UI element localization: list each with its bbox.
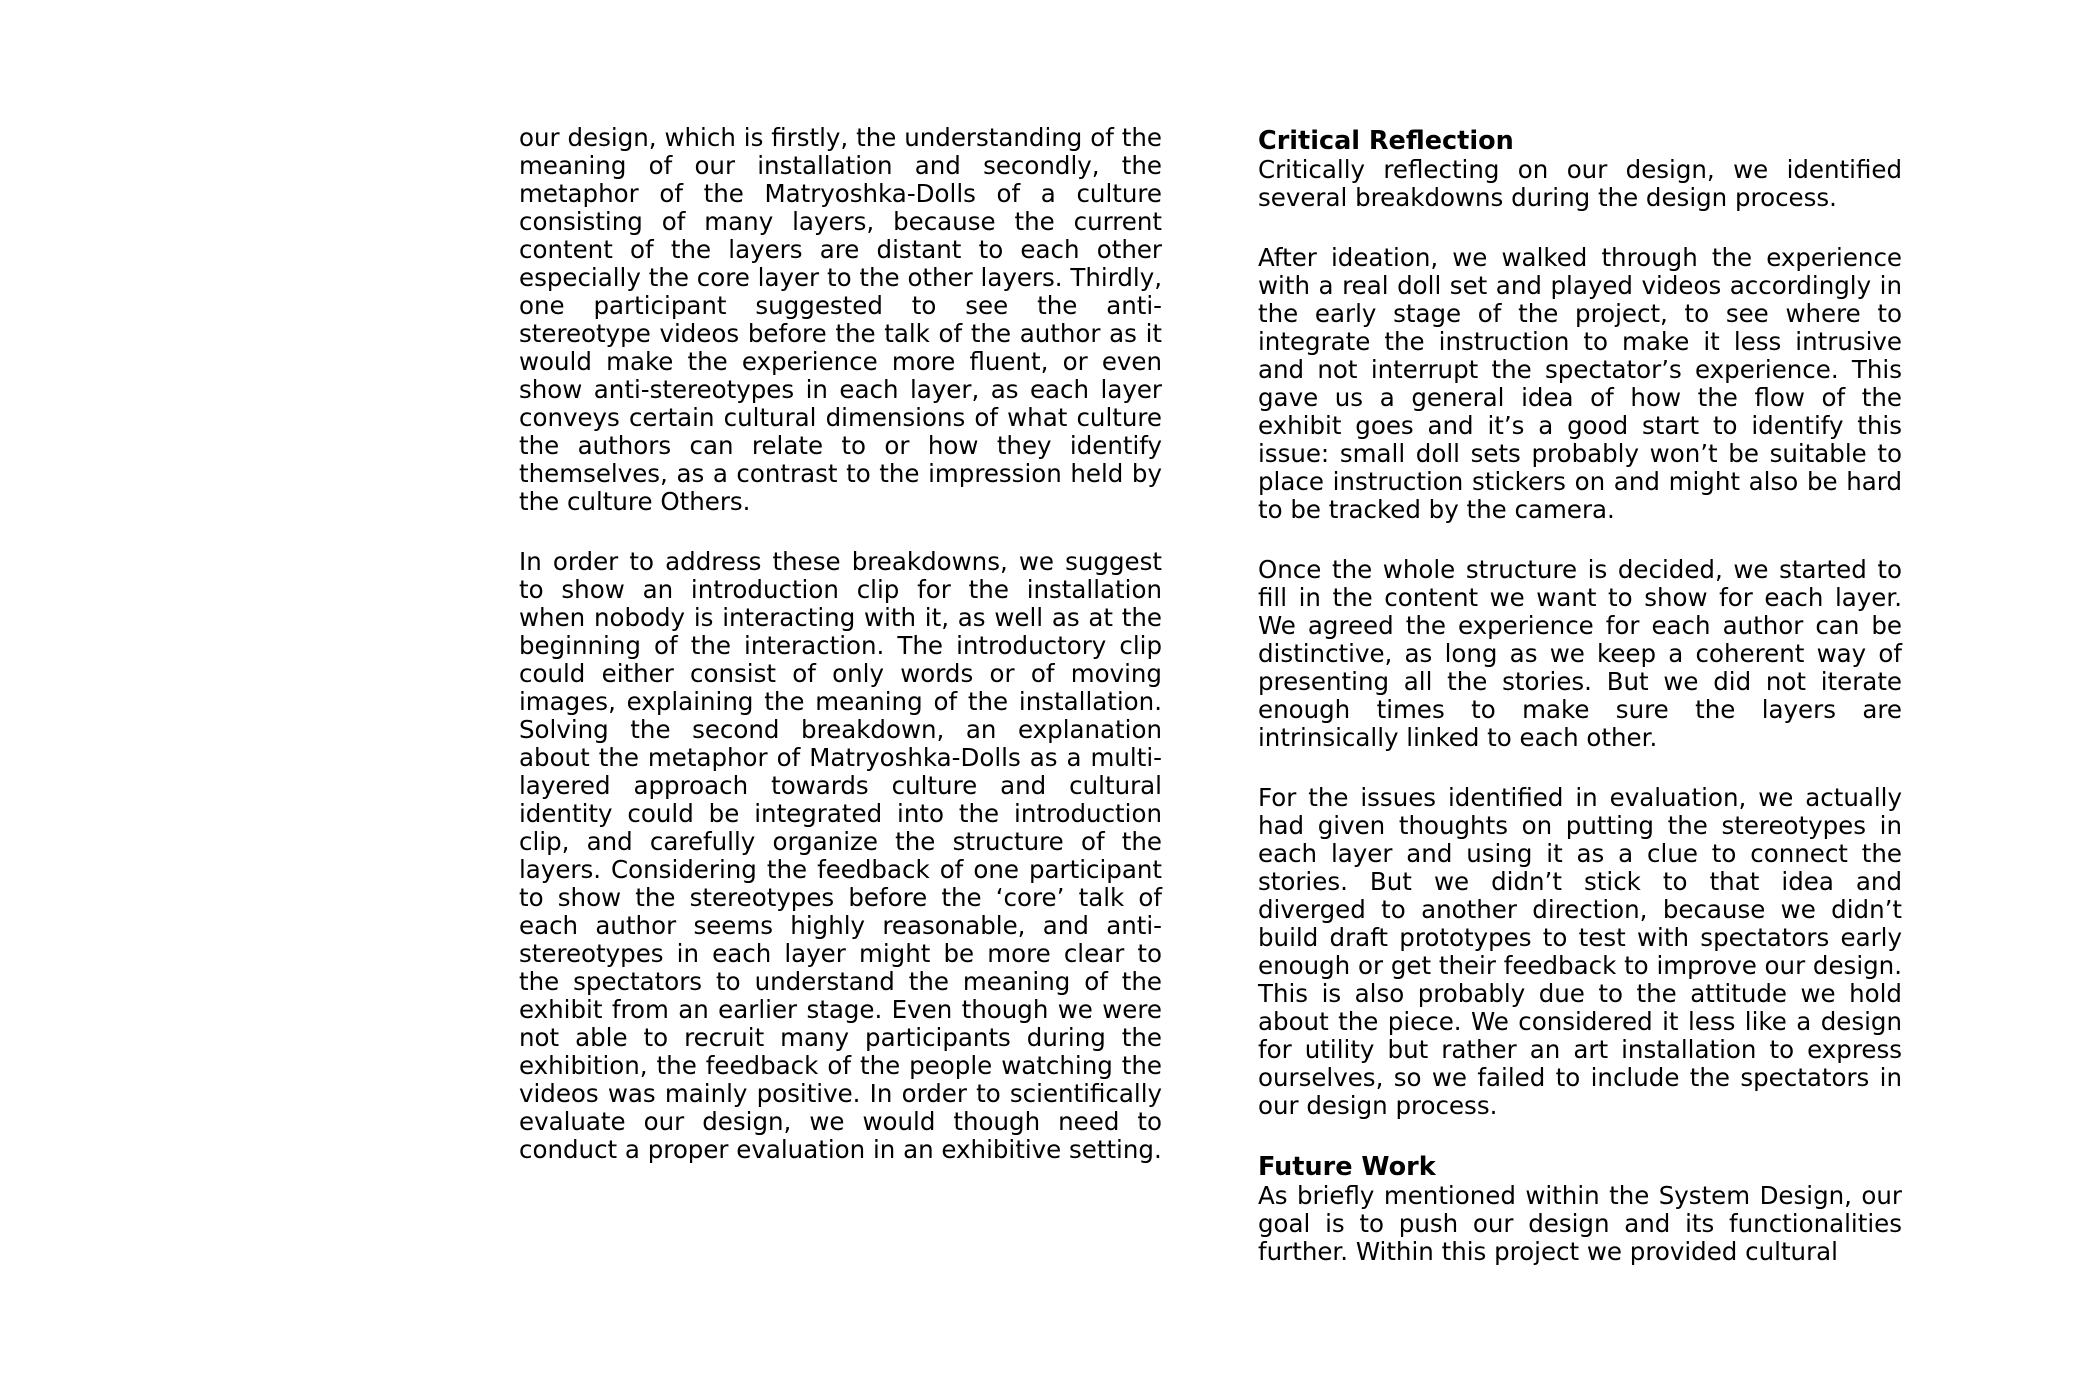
critical-reflection-section — [1258, 126, 1902, 1120]
left-column — [519, 124, 1162, 1196]
future-work-heading: Future Work — [1258, 1152, 1436, 1182]
critical-reflection-heading: Critical Reflection — [1258, 126, 1514, 156]
paragraph-evaluation-issues: For the issues identified in evaluation, we actually had given thoughts on putting the stereotypes in each layer and using it as a clue to connect the stories. But we didn’t stick to that idea and diverged to another direction, because we didn’t build draft prototypes to test with spectators early enough or get their feedback to improve our design. This is also probably due to the attitude we hold about the piece. We considered it less like a design for utility but rather an art installation to express ourselves, so we failed to include the spectators in our design process. — [1258, 783, 1902, 1120]
future-work-section — [1258, 1152, 1902, 1266]
paragraph-structure-decided: Once the whole structure is decided, we started to fill in the content we want to show for each layer. We agreed the experience for each author can be distinctive, as long as we keep a coherent way of presenting all the stories. But we did not iterate enough times to make sure the layers are intrinsically linked to each other. — [1258, 555, 1902, 752]
paragraph-after-ideation: After ideation, we walked through the experience with a real doll set and played videos accordingly in the early stage of the project, to see where to integrate the instruction to make it less intrusive and not interrupt the spectator’s experience. This gave us a general idea of how the flow of the exhibit goes and it’s a good start to identify this issue: small doll sets probably won’t be suitable to place instruction stickers on and might also be hard to be tracked by the camera. — [1258, 243, 1902, 524]
paragraph-design-understanding: our design, which is firstly, the understanding of the meaning of our installation and secondly, the metaphor of the Matryoshka-Dolls of a culture consisting of many layers, because the current content of the layers are distant to each other especially the core layer to the other layers. Thirdly, one participant suggested to see the anti-stereotype videos before the talk of the author as it would make the experience more fluent, or even show anti-stereotypes in each layer, as each layer conveys certain cultural dimensions of what culture the authors can relate to or how they identify themselves, as a contrast to the impression held by the culture Others. — [519, 123, 1162, 516]
paragraph-critical-intro: Critically reflecting on our design, we identified several breakdowns during the design process. — [1258, 155, 1902, 212]
paragraph-future-work: As briefly mentioned within the System Design, our goal is to push our design and its functionalities further. Within this project we provided cultural — [1258, 1181, 1902, 1266]
paragraph-addressing-breakdowns: In order to address these breakdowns, we suggest to show an introduction clip for the installation when nobody is interacting with it, as well as at the beginning of the interaction. The introductory clip could either consist of only words or of moving images, explaining the meaning of the installation. Solving the second breakdown, an explanation about the metaphor of Matryoshka-Dolls as a multi-layered approach towards culture and cultural identity could be integrated into the introduction clip, and carefully organize the structure of the layers. Considering the feedback of one participant to show the stereotypes before the ‘core’ talk of each author seems highly reasonable, and anti-stereotypes in each layer might be more clear to the spectators to understand the meaning of the exhibit from an earlier stage. Even though we were not able to recruit many participants during the exhibition, the feedback of the people watching the videos was mainly positive. In order to scientifically evaluate our design, we would though need to conduct a proper evaluation in an exhibitive setting. — [519, 547, 1162, 1164]
right-column — [1258, 124, 1902, 1298]
